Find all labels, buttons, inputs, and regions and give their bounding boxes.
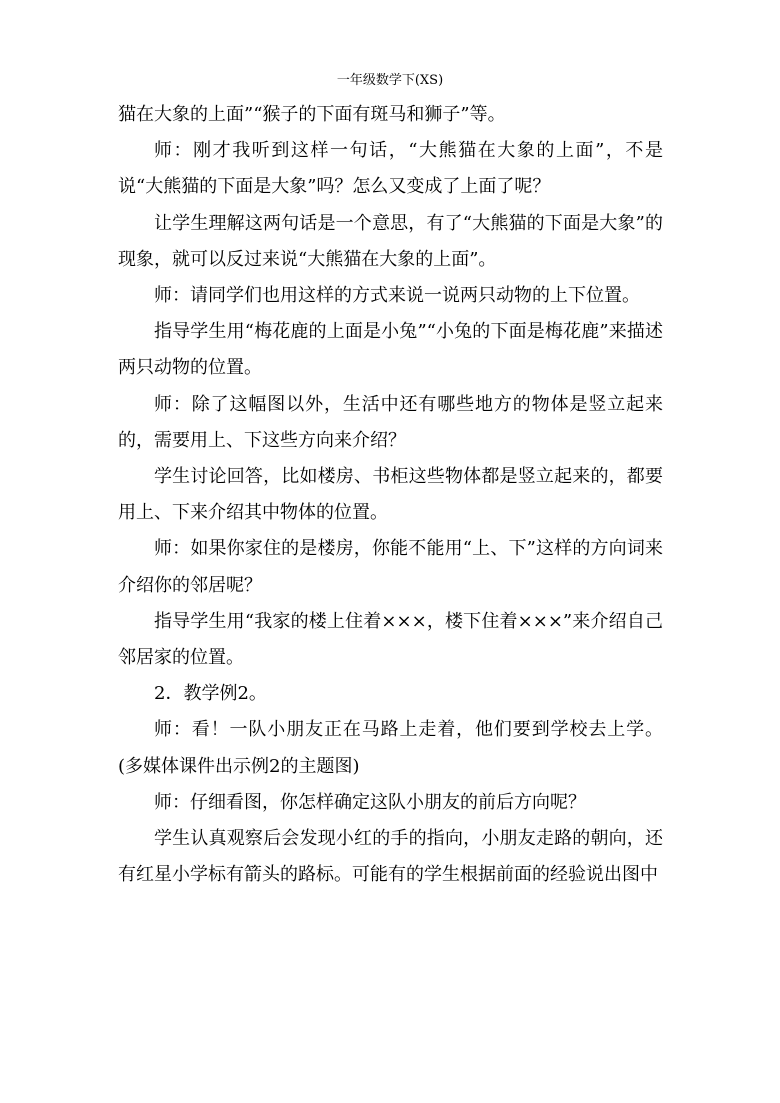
paragraph: 师：除了这幅图以外，生活中还有哪些地方的物体是竖立起来的，需要用上、下这些方向来介绍？ xyxy=(118,393,663,451)
paragraph: 师：仔细看图，你怎样确定这队小朋友的前后方向呢？ xyxy=(154,791,586,813)
paragraph: 让学生理解这两句话是一个意思，有了“大熊猫的下面是大象”的现象，就可以反过来说“大熊猫在大象的上面”。 xyxy=(118,212,663,270)
paragraph: 师：如果你家住的是楼房，你能不能用“上、下”这样的方向词来介绍你的邻居呢？ xyxy=(118,538,663,596)
paragraph: 师：刚才我听到这样一句话，“大熊猫在大象的上面”，不是说“大熊猫的下面是大象”吗？怎么又变成了上面了呢？ xyxy=(118,140,663,198)
body-text xyxy=(118,97,663,893)
paragraph: 猫在大象的上面”“猴子的下面有斑马和狮子”等。 xyxy=(118,104,506,125)
paragraph: 指导学生用“我家的楼上住着×××，楼下住着×××”来介绍自己邻居家的位置。 xyxy=(118,610,663,669)
paragraph: 学生讨论回答，比如楼房、书柜这些物体都是竖立起来的，都要用上、下来介绍其中物体的位置。 xyxy=(118,466,663,524)
paragraph: 指导学生用“梅花鹿的上面是小兔”“小兔的下面是梅花鹿”来描述两只动物的位置。 xyxy=(118,321,663,379)
paragraph: 师：请同学们也用这样的方式来说一说两只动物的上下位置。 xyxy=(154,285,640,307)
paragraph: 学生认真观察后会发现小红的手的指向，小朋友走路的朝向，还有红星小学标有箭头的路标。可能有的学生根据前面的经验说出图中 xyxy=(118,828,663,886)
section-heading: 2．教学例2。 xyxy=(154,683,267,705)
paragraph: 师：看！一队小朋友正在马路上走着，他们要到学校去上学。(多媒体课件出示例2的主题图) xyxy=(118,719,663,777)
running-header: 一年级数学下(XS) xyxy=(336,73,444,88)
